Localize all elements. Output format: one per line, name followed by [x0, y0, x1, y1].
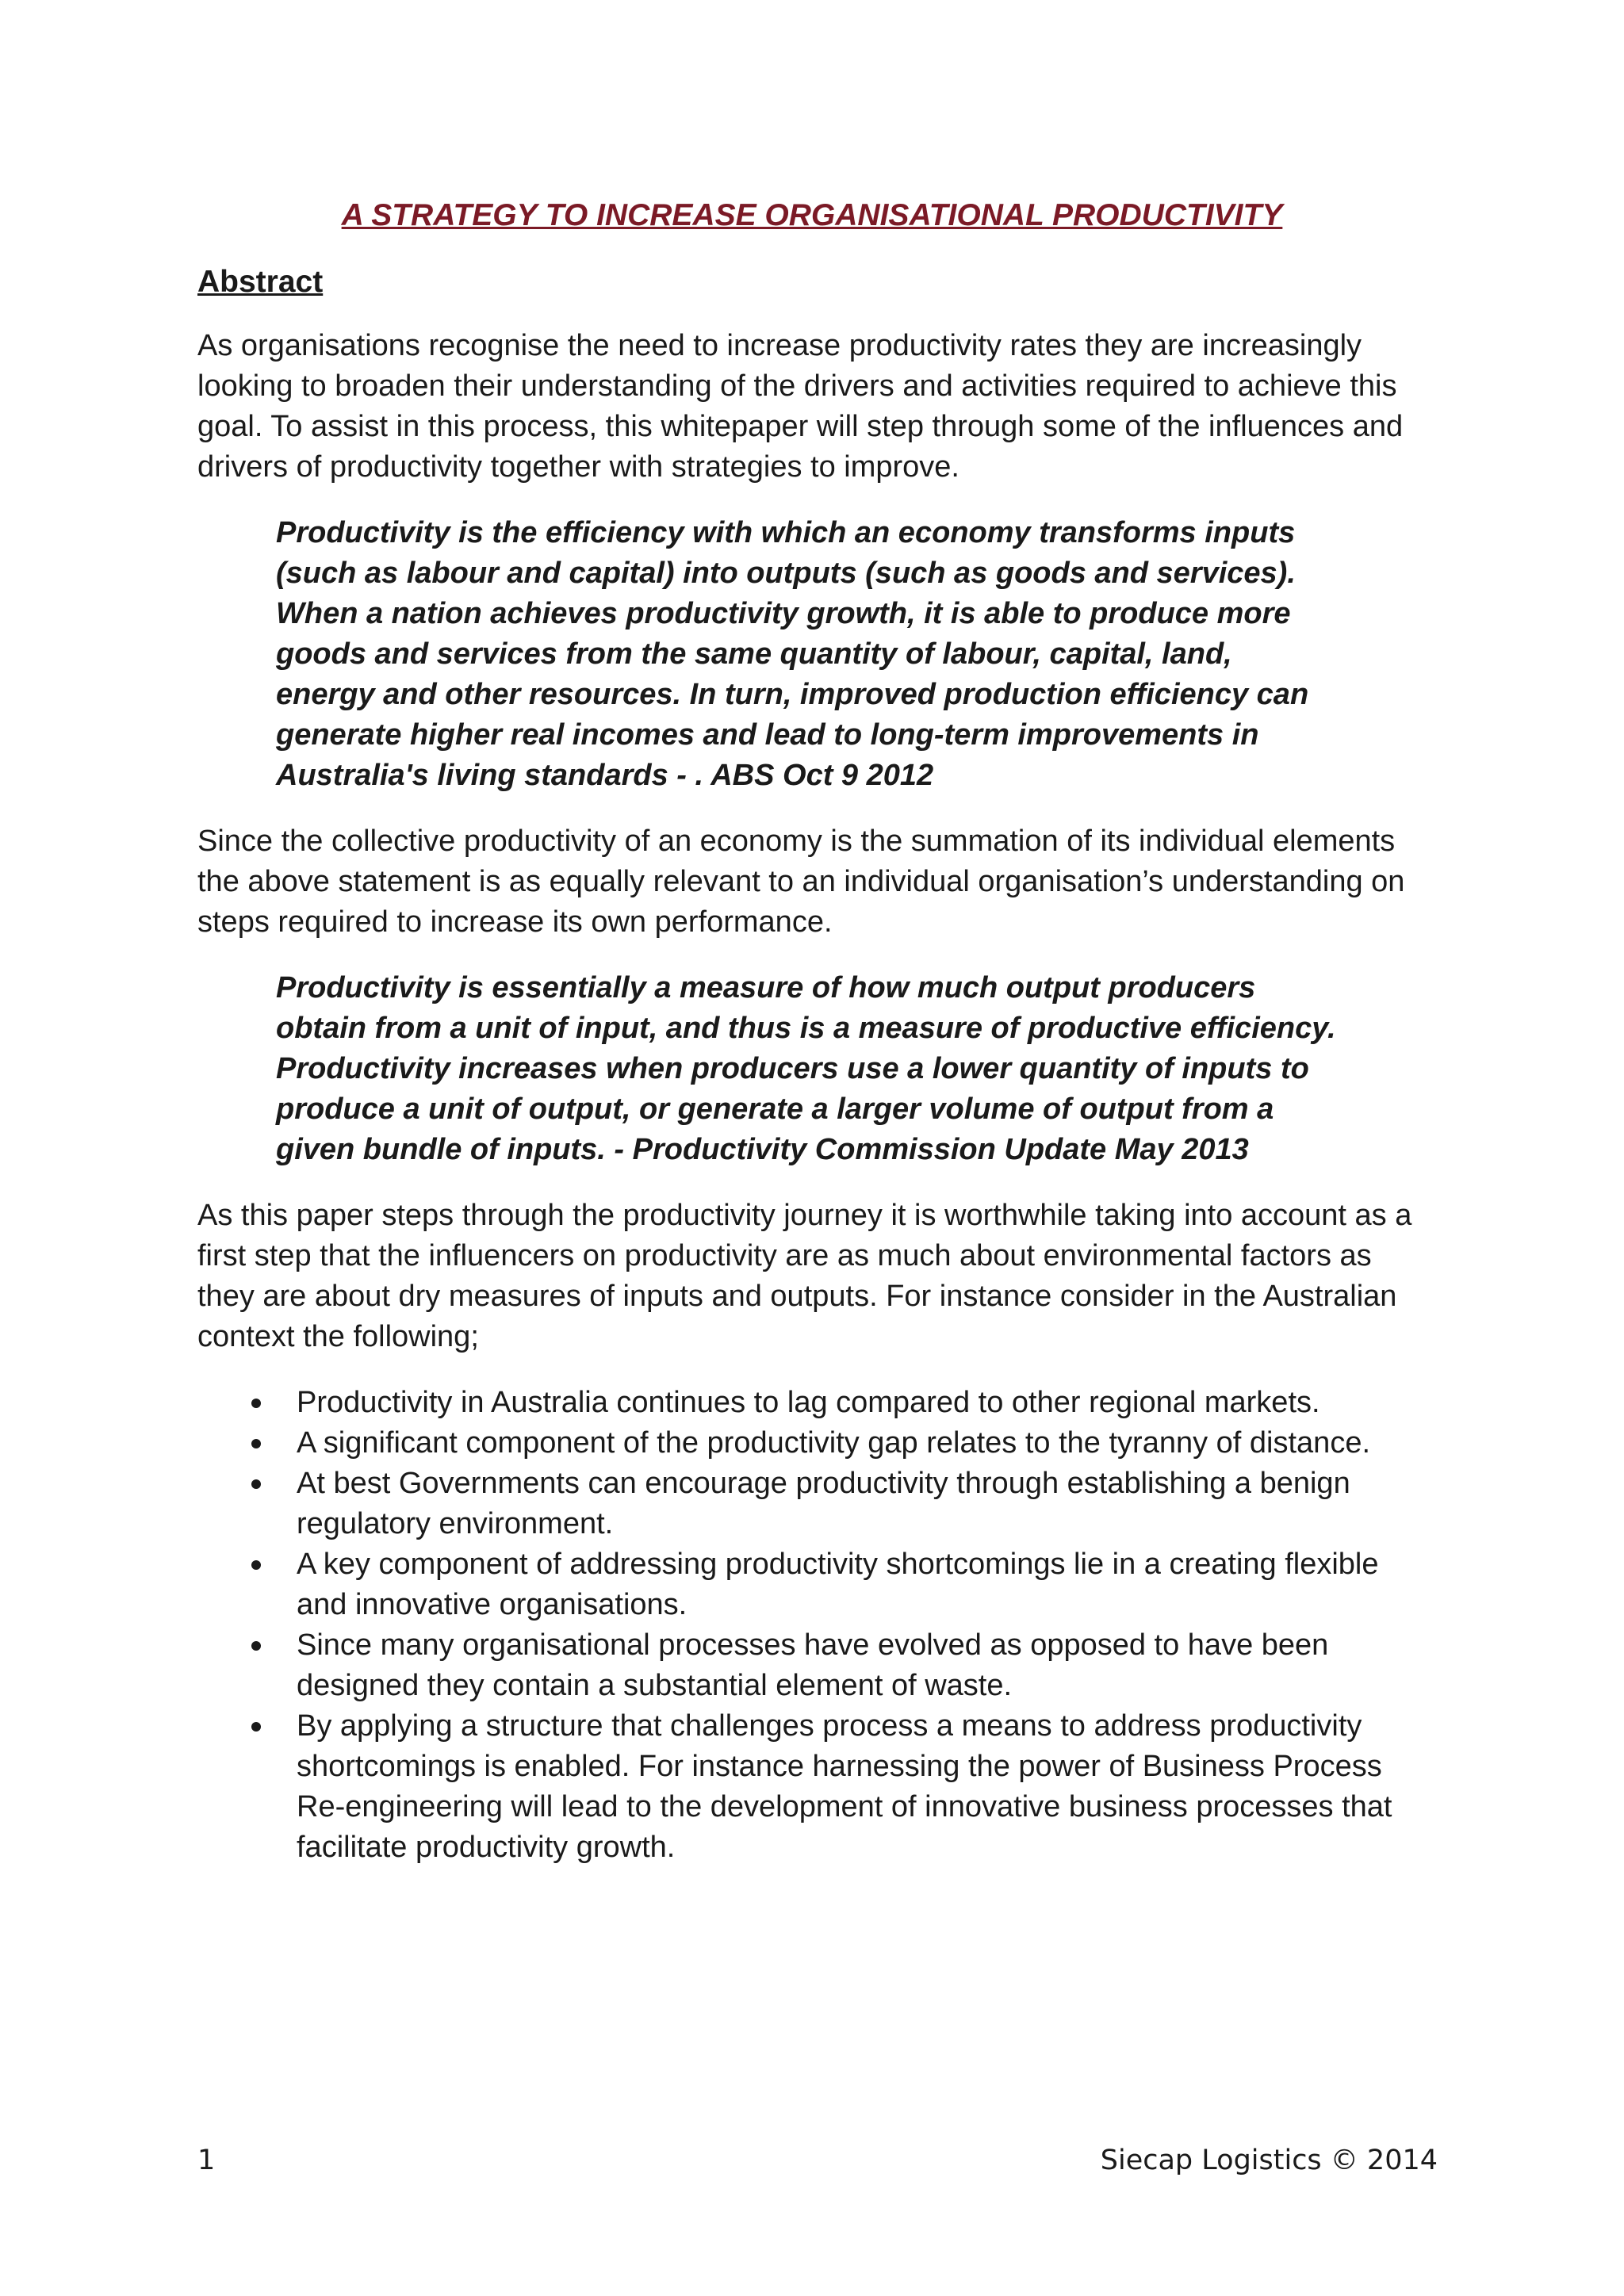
influencers-list — [197, 1383, 1434, 1868]
list-item-text: Productivity in Australia continues to lag compared to other regional markets. — [297, 1386, 1320, 1419]
bullet-icon — [251, 1479, 261, 1489]
paragraph-journey: As this paper steps through the productivity journey it is worthwhile taking into account as a first step that the influencers on productivity are as much about environmental factors as they are about dry measures of inputs and outputs. For instance consider in the Australian context the following; — [197, 1199, 1412, 1353]
list-item-text: At best Governments can encourage productivity through establishing a benign regulatory environment. — [297, 1467, 1350, 1540]
list-item-text: Since many organisational processes have evolved as opposed to have been designed they contain a substantial element of waste. — [297, 1628, 1329, 1702]
list-item — [197, 1383, 1434, 1423]
quote-abs: Productivity is the efficiency with which an economy transforms inputs (such as labour and capital) into outputs (such as goods and services). When a nation achieves productivity growth, it is able to produce more goods and services from the same quantity of labour, capital, land, energy and other resources. In turn, improved production efficiency can generate higher real incomes and lead to long-term improvements in Australia's living standards - . ABS Oct 9 2012 — [276, 516, 1309, 792]
quote-productivity-commission: Productivity is essentially a measure of how much output producers obtain from a unit of input, and thus is a measure of productive efficiency. Productivity increases when producers use a lower quantity of inputs to produce a unit of output, or generate a larger volume of output from a given bundle of inputs. - Productivity Commission Update May 2013 — [276, 971, 1336, 1166]
abstract-heading: Abstract — [197, 265, 324, 299]
list-item — [197, 1625, 1434, 1706]
document-title: A STRATEGY TO INCREASE ORGANISATIONAL PRODUCTIVITY — [341, 198, 1283, 232]
paragraph-intro: As organisations recognise the need to increase productivity rates they are increasingly looking to broaden their understanding of the drivers and activities required to achieve this goal. To assist in this process, this whitepaper will step through some of the influences and drivers of productivity together with strategies to improve. — [197, 329, 1404, 484]
bullet-icon — [251, 1641, 261, 1651]
list-item-text: A key component of addressing productivity shortcomings lie in a creating flexible and innovative organisations. — [297, 1548, 1379, 1621]
list-item-text: By applying a structure that challenges process a means to address productivity shortcomings is enabled. For instance harnessing the power of Business Process Re-engineering will lead to the development of innovative business processes that facilitate productivity growth. — [297, 1709, 1392, 1864]
bullet-icon — [251, 1722, 261, 1732]
list-item — [197, 1423, 1434, 1464]
bullet-icon — [251, 1560, 261, 1570]
bullet-icon — [251, 1439, 261, 1448]
page-number: 1 — [197, 2145, 216, 2176]
document-body — [197, 262, 1434, 1868]
list-item — [197, 1464, 1434, 1544]
list-item — [197, 1706, 1434, 1868]
footer-copyright: Siecap Logistics © 2014 — [1100, 2145, 1438, 2176]
paragraph-collective: Since the collective productivity of an economy is the summation of its individual elements the above statement is as equally relevant to an individual organisation’s understanding on steps required to increase its own performance. — [197, 825, 1405, 939]
list-item-text: A significant component of the productivity gap relates to the tyranny of distance. — [297, 1426, 1371, 1460]
bullet-icon — [251, 1399, 261, 1408]
list-item — [197, 1544, 1434, 1625]
